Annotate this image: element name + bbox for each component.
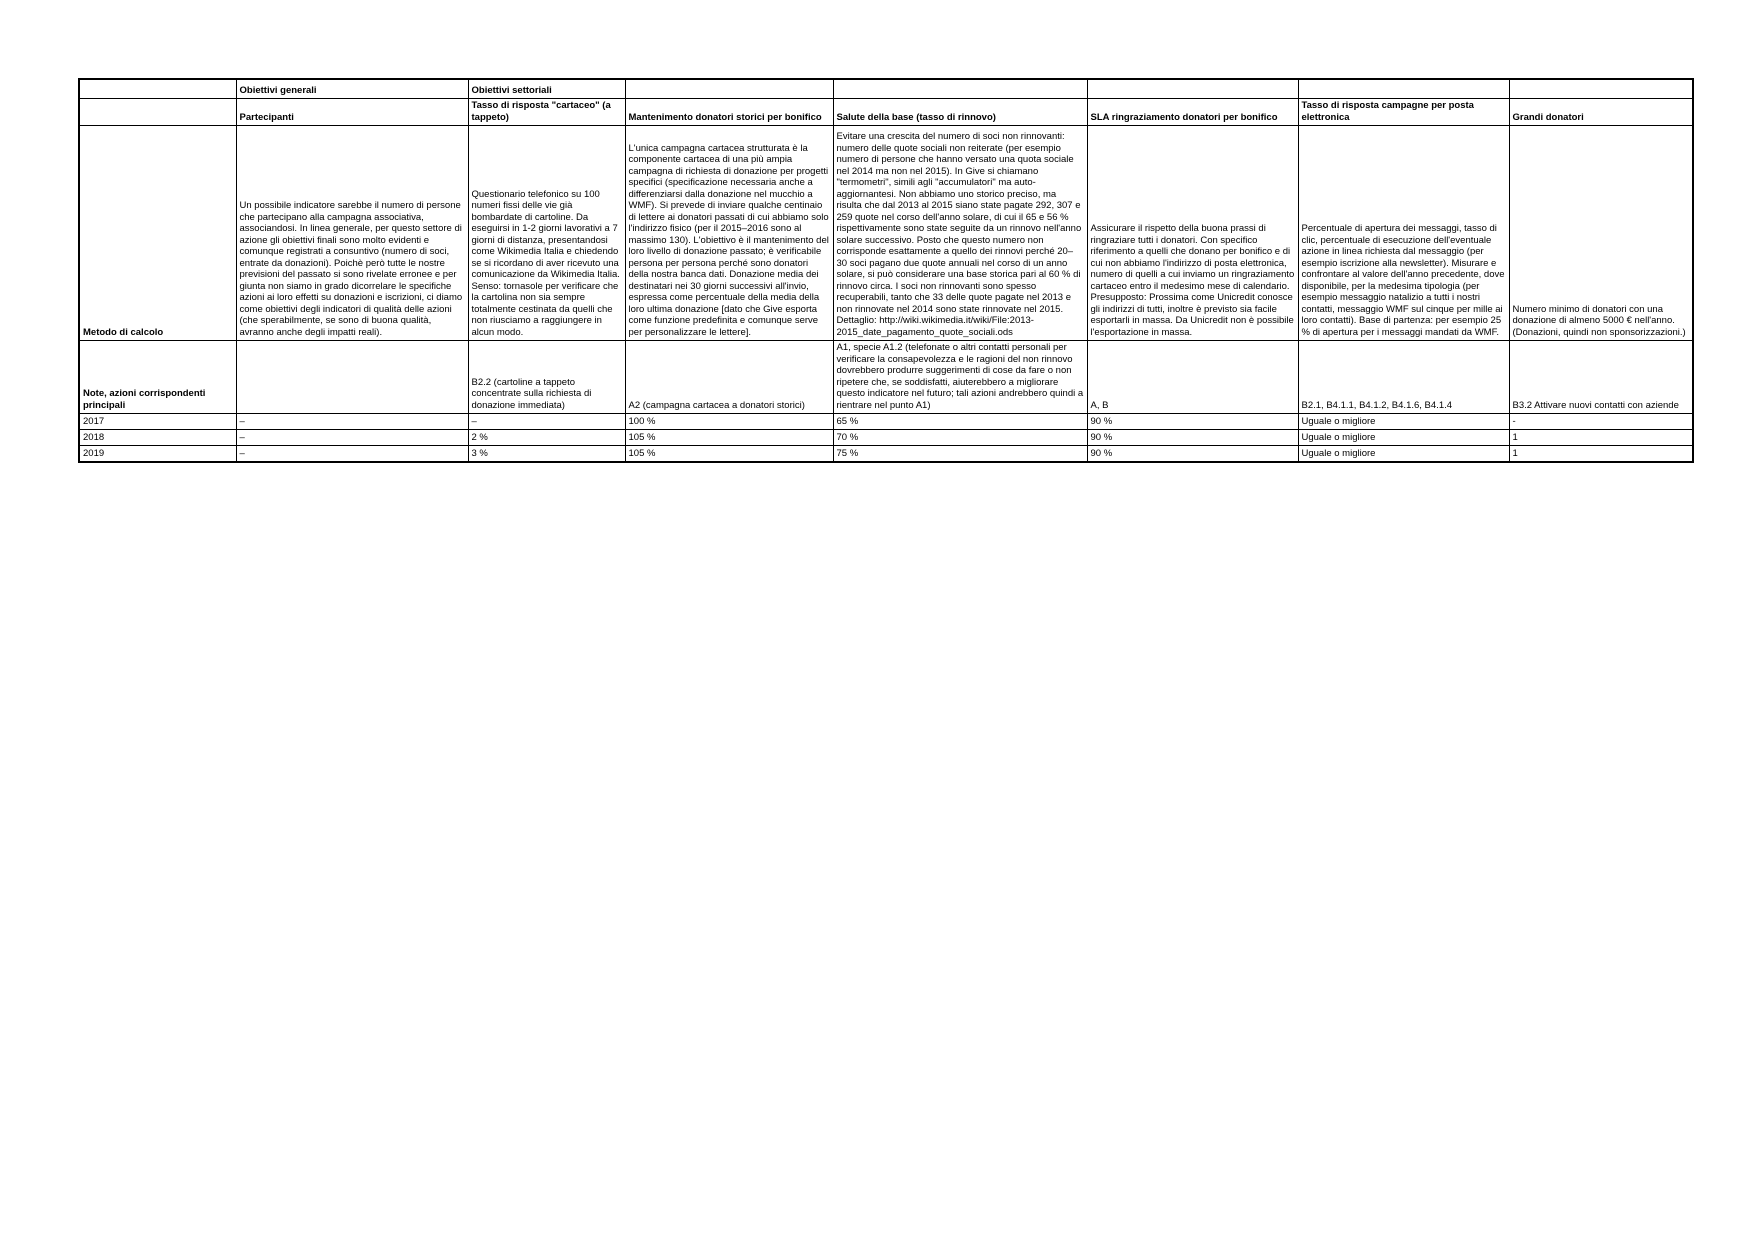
value-2019-tasso-email: Uguale o migliore — [1298, 446, 1509, 463]
year-label-2019: 2019 — [79, 446, 236, 463]
value-2018-salute-base: 70 % — [833, 430, 1087, 446]
value-2017-sla-ringraziamento: 90 % — [1087, 414, 1298, 430]
empty-cell — [1087, 79, 1298, 99]
value-2019-partecipanti: – — [236, 446, 468, 463]
column-header-tasso-cartaceo: Tasso di risposta "cartaceo" (a tappeto) — [468, 99, 625, 126]
metodo-cell-partecipanti: Un possibile indicatore sarebbe il numero di persone che partecipano alla campagna associativa, associandosi. In linea generale, per questo settore di azione gli obiettivi finali sono molto evidenti e comunque registrati a consuntivo (numero di soci, entrate da donazioni). Poichè però tutte le nostre previsioni del passato si sono rivelate erronee e per giunta non siamo in grado dicorrelare le specifiche azioni ai loro effetti su donazioni e iscrizioni, ci diamo come obiettivi degli indicatori di qualità delle azioni (che sperabilmente, se sono di buona qualità, avranno anche degli impatti reali). — [236, 126, 468, 341]
note-cell-tasso-cartaceo: B2.2 (cartoline a tappeto concentrate sulla richiesta di donazione immediata) — [468, 341, 625, 414]
value-2017-tasso-email: Uguale o migliore — [1298, 414, 1509, 430]
note-cell-grandi-donatori: B3.2 Attivare nuovi contatti con aziende — [1509, 341, 1693, 414]
objectives-table — [78, 78, 1694, 463]
row-note-azioni — [79, 341, 1693, 414]
header-obiettivi-settoriali: Obiettivi settoriali — [468, 79, 625, 99]
empty-cell — [625, 79, 833, 99]
row-label-note: Note, azioni corrispondenti principali — [79, 341, 236, 414]
value-2019-grandi-donatori: 1 — [1509, 446, 1693, 463]
empty-cell — [79, 99, 236, 126]
value-2019-sla-ringraziamento: 90 % — [1087, 446, 1298, 463]
value-2018-tasso-email: Uguale o migliore — [1298, 430, 1509, 446]
metodo-cell-tasso-email: Percentuale di apertura dei messaggi, tasso di clic, percentuale di esecuzione dell'eventuale azione in linea richiesta dal messaggio (per esempio iscrizione alla newsletter). Misurare e confrontare al valore dell'anno precedente, dove disponibile, per la medesima tipologia (per esempio messaggio natalizio a tutti i nostri contatti, messaggio WMF sul cinque per mille ai loro contatti). Base di partenza: per esempio 25 % di apertura per i messaggi mandati da WMF. — [1298, 126, 1509, 341]
column-header-partecipanti: Partecipanti — [236, 99, 468, 126]
value-2018-tasso-cartaceo: 2 % — [468, 430, 625, 446]
empty-cell — [1298, 79, 1509, 99]
column-header-salute-base: Salute della base (tasso di rinnovo) — [833, 99, 1087, 126]
value-2017-tasso-cartaceo: – — [468, 414, 625, 430]
empty-cell — [833, 79, 1087, 99]
value-2018-mantenimento-donatori: 105 % — [625, 430, 833, 446]
value-2018-sla-ringraziamento: 90 % — [1087, 430, 1298, 446]
column-header-tasso-email: Tasso di risposta campagne per posta elettronica — [1298, 99, 1509, 126]
row-label-metodo: Metodo di calcolo — [79, 126, 236, 341]
column-header-sla-ringraziamento: SLA ringraziamento donatori per bonifico — [1087, 99, 1298, 126]
value-2017-salute-base: 65 % — [833, 414, 1087, 430]
value-2019-tasso-cartaceo: 3 % — [468, 446, 625, 463]
metodo-cell-salute-base: Evitare una crescita del numero di soci non rinnovanti: numero delle quote sociali non reiterate (per esempio numero di persone che hanno versato una quota sociale nel 2014 ma non nel 2015). In Give si chiamano "termometri", simili agli "accumulatori" ma auto-aggiornantesi. Non abbiamo uno storico preciso, ma risulta che dal 2013 al 2015 siano state pagate 292, 307 e 259 quote nel corso dell'anno solare, di cui il 65 e 56 % rispettivamente sono state seguite da un rinnovo nell'anno solare successivo. Posto che questo numero non corrisponde esattamente a quello dei rinnovi perché 20–30 soci pagano due quote annuali nel corso di un anno solare, si può considerare una base storica pari al 60 % di rinnovo circa. I soci non rinnovanti sono spesso recuperabili, tanto che 33 delle quote pagate nel 2013 e non rinnovate nel 2014 sono state rinnovate nel 2015. Dettaglio: http://wiki.wikimedia.it/wiki/File:2013-2015_date_pagamento_quote_sociali.ods — [833, 126, 1087, 341]
corner-cell — [79, 79, 236, 99]
metodo-cell-sla-ringraziamento: Assicurare il rispetto della buona prassi di ringraziare tutti i donatori. Con specifico riferimento a quelli che donano per bonifico e di cui non abbiamo l'indirizzo di posta elettronica, numero di quelli a cui inviamo un ringraziamento cartaceo entro il medesimo mese di calendario. Presupposto: Prossima come Unicredit conosce gli indirizzi di tutti, inoltre è previsto sia facile esportarli in massa. Da Unicredit non è possibile l'esportazione in massa. — [1087, 126, 1298, 341]
row-year-2019 — [79, 446, 1693, 463]
header-row-obiettivi — [79, 79, 1693, 99]
note-cell-mantenimento-donatori: A2 (campagna cartacea a donatori storici) — [625, 341, 833, 414]
note-cell-sla-ringraziamento: A, B — [1087, 341, 1298, 414]
header-obiettivi-generali: Obiettivi generali — [236, 79, 468, 99]
value-2019-salute-base: 75 % — [833, 446, 1087, 463]
column-header-grandi-donatori: Grandi donatori — [1509, 99, 1693, 126]
year-label-2017: 2017 — [79, 414, 236, 430]
note-cell-tasso-email: B2.1, B4.1.1, B4.1.2, B4.1.6, B4.1.4 — [1298, 341, 1509, 414]
row-year-2017 — [79, 414, 1693, 430]
year-label-2018: 2018 — [79, 430, 236, 446]
metodo-cell-grandi-donatori: Numero minimo di donatori con una donazione di almeno 5000 € nell'anno. (Donazioni, quindi non sponsorizzazioni.) — [1509, 126, 1693, 341]
value-2019-mantenimento-donatori: 105 % — [625, 446, 833, 463]
column-header-mantenimento-donatori: Mantenimento donatori storici per bonifico — [625, 99, 833, 126]
note-cell-salute-base: A1, specie A1.2 (telefonate o altri contatti personali per verificare la consapevolezza e le ragioni del non rinnovo dovrebbero produrre suggerimenti di cose da fare o non ripetere che, se soddisfatti, aiuterebbero a migliorare questo indicatore nel futuro; tali azioni andrebbero quindi a rientrare nel punto A1) — [833, 341, 1087, 414]
row-year-2018 — [79, 430, 1693, 446]
value-2018-partecipanti: – — [236, 430, 468, 446]
spreadsheet-table-container — [78, 78, 1694, 463]
metodo-cell-tasso-cartaceo: Questionario telefonico su 100 numeri fissi delle vie già bombardate di cartoline. Da eseguirsi in 1-2 giorni lavorativi a 7 giorni di distanza, presentandosi come Wikimedia Italia e chiedendo se si ricordano di aver ricevuto una comunicazione da Wikimedia Italia. Senso: tornasole per verificare che la cartolina non sia sempre totalmente cestinata da quelli che non riusciamo a raggiungere in alcun modo. — [468, 126, 625, 341]
header-row-columns — [79, 99, 1693, 126]
value-2017-partecipanti: – — [236, 414, 468, 430]
value-2017-grandi-donatori: - — [1509, 414, 1693, 430]
empty-cell — [1509, 79, 1693, 99]
note-cell-partecipanti — [236, 341, 468, 414]
row-metodo-di-calcolo — [79, 126, 1693, 341]
metodo-cell-mantenimento-donatori: L'unica campagna cartacea strutturata è la componente cartacea di una più ampia campagna di richiesta di donazione per progetti specifici (specificazione necessaria anche a differenziarsi dalla donazione nel mucchio a WMF). Si prevede di inviare qualche centinaio di lettere ai donatori passati di cui abbiamo solo l'indirizzo fisico (per il 2015–2016 sono al massimo 130). L'obiettivo è il mantenimento del loro livello di donazione passato; è verificabile persona per persona perché sono donatori della nostra banca dati. Donazione media dei destinatari nei 30 giorni successivi all'invio, espressa come percentuale della media della loro ultima donazione [dato che Give esporta come funzione predefinita e comunque serve per personalizzare le lettere]. — [625, 126, 833, 341]
value-2018-grandi-donatori: 1 — [1509, 430, 1693, 446]
value-2017-mantenimento-donatori: 100 % — [625, 414, 833, 430]
